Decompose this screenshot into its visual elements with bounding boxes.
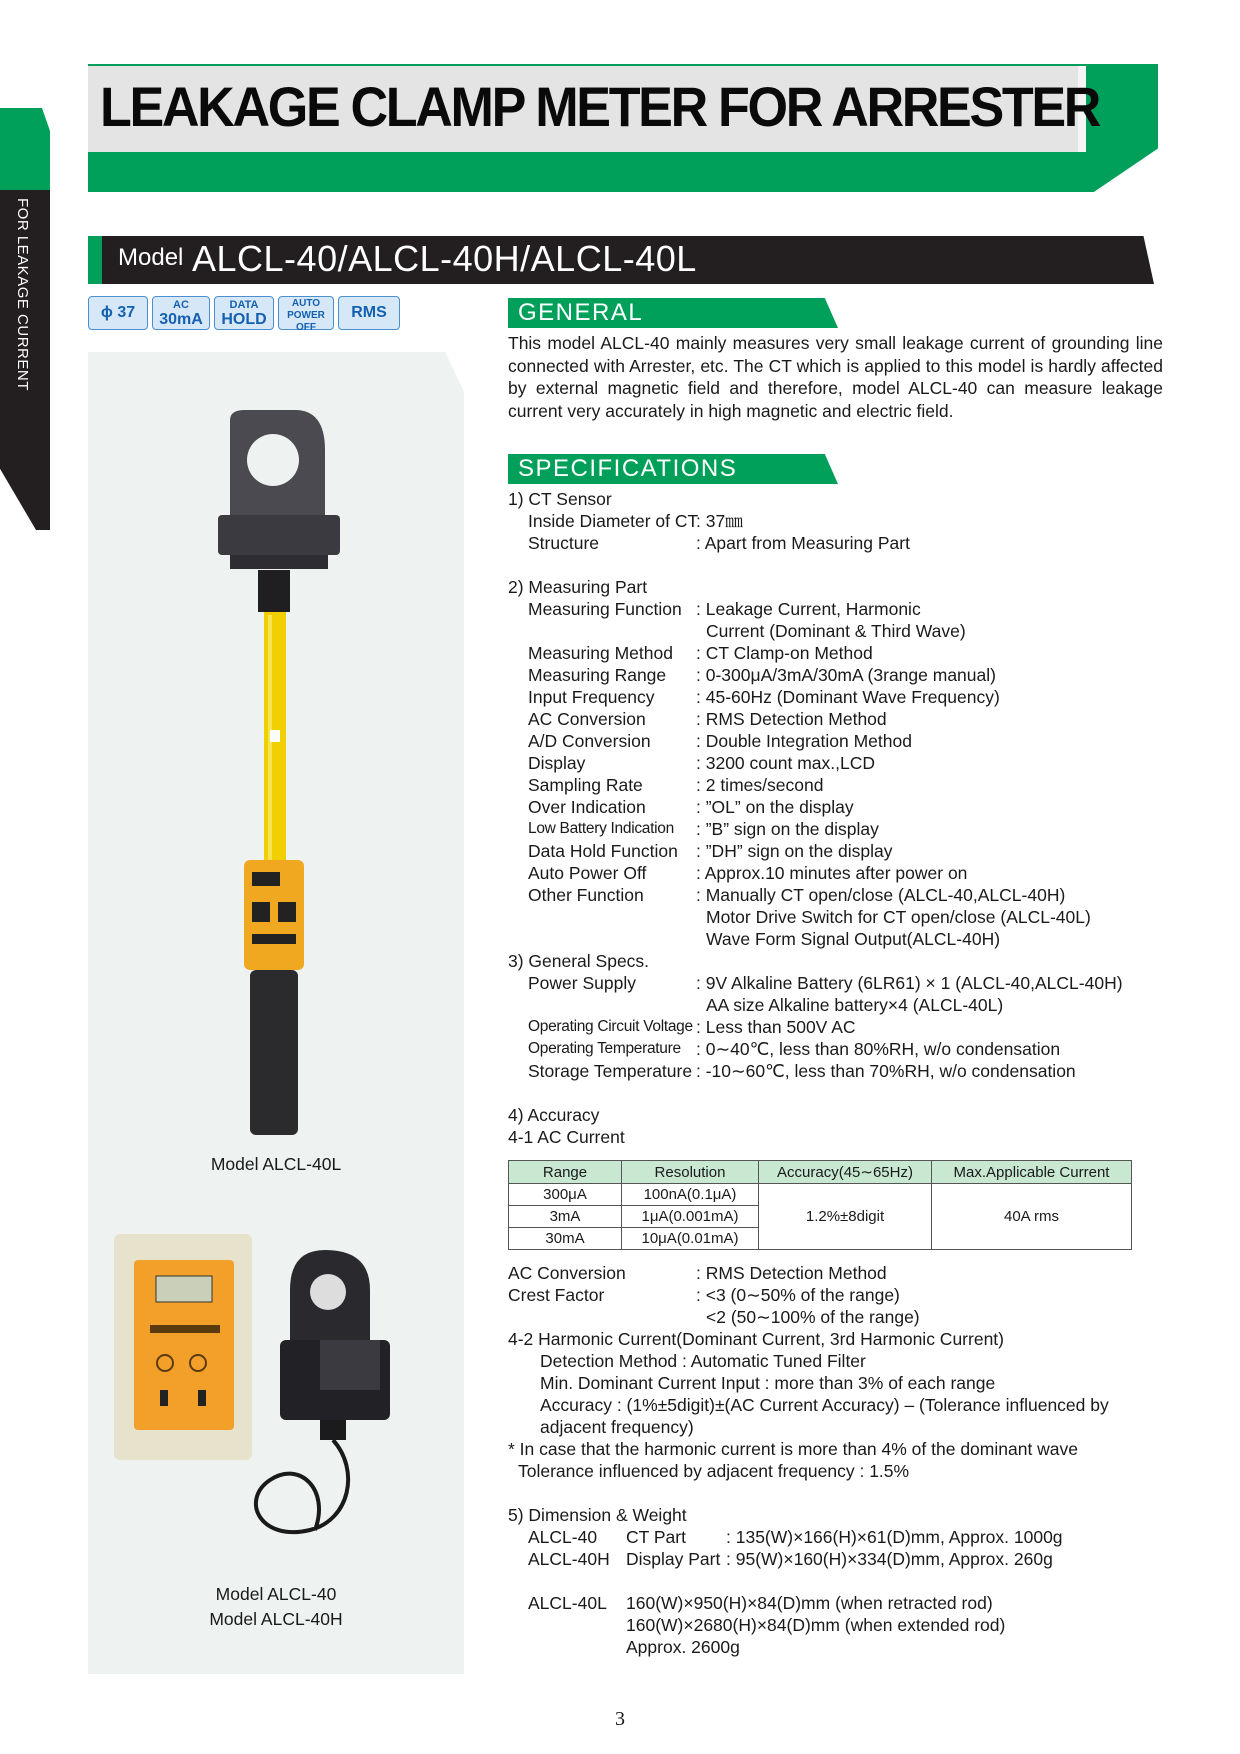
spec-key: Operating Circuit Voltage xyxy=(528,1018,693,1035)
spec-key: Measuring Method xyxy=(528,643,673,663)
table-cell-resolution: 10μA(0.01mA) xyxy=(622,1228,759,1250)
spec-key: Display xyxy=(528,753,586,773)
dim-part: Display Part xyxy=(626,1549,721,1569)
spec-key: AC Conversion xyxy=(508,1263,626,1283)
table-row xyxy=(509,1184,1132,1206)
dim-value: Approx. 2600g xyxy=(626,1637,740,1657)
spec-value: : Leakage Current, Harmonic xyxy=(696,599,921,619)
spec-subsection-ac-current: 4-1 AC Current xyxy=(508,1127,625,1147)
badge-ac-30ma: AC 30mA xyxy=(152,296,210,330)
spec-key: Other Function xyxy=(528,885,644,905)
spec-value: : 2 times/second xyxy=(696,775,824,795)
dim-value: 160(W)×950(H)×84(D)mm (when retracted rod) xyxy=(626,1593,993,1613)
spec-value: : ”DH” sign on the display xyxy=(696,841,893,861)
caption-alcl-40h: Model ALCL-40H xyxy=(209,1609,343,1629)
spec-value: : 45-60Hz (Dominant Wave Frequency) xyxy=(696,687,1000,707)
spec-line: adjacent frequency) xyxy=(540,1417,694,1437)
spec-value: : RMS Detection Method xyxy=(696,1263,887,1283)
spec-key: Sampling Rate xyxy=(528,775,643,795)
spec-section-dimension: 5) Dimension & Weight xyxy=(508,1505,687,1525)
badge-diameter: ϕ 37 xyxy=(88,296,148,330)
spec-value: : ”B” sign on the display xyxy=(696,819,879,839)
spec-value: AA size Alkaline battery×4 (ALCL-40L) xyxy=(706,995,1004,1015)
spec-key: Measuring Function xyxy=(528,599,682,619)
dim-model: ALCL-40H xyxy=(528,1549,610,1569)
side-tab-label: FOR LEAKAGE CURRENT xyxy=(14,198,31,391)
spec-section-ct-sensor: 1) CT Sensor xyxy=(508,489,612,509)
spec-value: : 9V Alkaline Battery (6LR61) × 1 (ALCL-40,ALCL-40H) xyxy=(696,973,1123,993)
badge-data-hold: DATA HOLD xyxy=(214,296,274,330)
table-header: Resolution xyxy=(622,1161,759,1184)
spec-key: Operating Temperature xyxy=(528,1040,681,1057)
dim-value: : 135(W)×166(H)×61(D)mm, Approx. 1000g xyxy=(726,1527,1063,1547)
spec-note: Tolerance influenced by adjacent frequency : 1.5% xyxy=(518,1461,910,1481)
spec-value: : 3200 count max.,LCD xyxy=(696,753,875,773)
spec-value: : <3 (0∼50% of the range) xyxy=(696,1285,900,1305)
spec-value: Motor Drive Switch for CT open/close (ALCL-40L) xyxy=(706,907,1091,927)
spec-key: Storage Temperature xyxy=(528,1061,693,1081)
badge-auto-power-off: AUTO POWER OFF xyxy=(278,296,334,330)
spec-value: : Approx.10 minutes after power on xyxy=(696,863,968,883)
spec-note: * In case that the harmonic current is more than 4% of the dominant wave xyxy=(508,1439,1079,1459)
side-tab-accent xyxy=(0,108,50,190)
dim-model: ALCL-40L xyxy=(528,1593,607,1613)
caption-alcl-40: Model ALCL-40 xyxy=(215,1584,337,1604)
product-photo-alcl-40 xyxy=(110,1230,450,1590)
spec-value: : RMS Detection Method xyxy=(696,709,887,729)
spec-key: Data Hold Function xyxy=(528,841,678,861)
spec-value: : 37㎜ xyxy=(696,511,743,531)
spec-section-accuracy: 4) Accuracy xyxy=(508,1105,600,1125)
spec-value: : -10∼60℃, less than 70%RH, w/o condensation xyxy=(696,1061,1076,1081)
spec-value: : Manually CT open/close (ALCL-40,ALCL-40H) xyxy=(696,885,1066,905)
model-names: ALCL-40/ALCL-40H/ALCL-40L xyxy=(192,238,697,279)
product-photo-alcl-40l xyxy=(200,410,360,1140)
model-band-accent xyxy=(88,236,102,284)
spec-value: : ”OL” on the display xyxy=(696,797,854,817)
spec-line: Detection Method : Automatic Tuned Filter xyxy=(540,1351,866,1371)
spec-line: Accuracy : (1%±5digit)±(AC Current Accuracy) – (Tolerance influenced by xyxy=(540,1395,1109,1415)
model-label: Model xyxy=(118,244,184,271)
specs-heading: SPECIFICATIONS xyxy=(518,455,738,482)
spec-key: Measuring Range xyxy=(528,665,667,685)
dim-value: : 95(W)×160(H)×334(D)mm, Approx. 260g xyxy=(726,1549,1053,1569)
spec-key: Power Supply xyxy=(528,973,636,993)
spec-value: : Double Integration Method xyxy=(696,731,912,751)
spec-value: <2 (50∼100% of the range) xyxy=(706,1307,920,1327)
spec-key: Input Frequency xyxy=(528,687,655,707)
spec-value: Wave Form Signal Output(ALCL-40H) xyxy=(706,929,1001,949)
spec-key: Over Indication xyxy=(528,797,646,817)
spec-value: : Less than 500V AC xyxy=(696,1017,856,1037)
dim-part: CT Part xyxy=(626,1527,686,1547)
table-cell-range: 3mA xyxy=(509,1206,622,1228)
dim-value: 160(W)×2680(H)×84(D)mm (when extended rod) xyxy=(626,1615,1006,1635)
spec-key: Inside Diameter of CT xyxy=(528,511,699,531)
spec-value: : 0∼40℃, less than 80%RH, w/o condensation xyxy=(696,1039,1061,1059)
table-cell-range: 30mA xyxy=(509,1228,622,1250)
table-cell-max-current: 40A rms xyxy=(932,1184,1132,1250)
page-title: LEAKAGE CLAMP METER FOR ARRESTER xyxy=(100,75,1100,138)
spec-section-measuring-part: 2) Measuring Part xyxy=(508,577,648,597)
spec-key: Low Battery Indication xyxy=(528,820,674,837)
table-header: Range xyxy=(509,1161,622,1184)
table-cell-accuracy: 1.2%±8digit xyxy=(759,1184,932,1250)
spec-key: Crest Factor xyxy=(508,1285,605,1305)
spec-subsection-harmonic: 4-2 Harmonic Current(Dominant Current, 3rd Harmonic Current) xyxy=(508,1329,1004,1349)
page-number: 3 xyxy=(615,1708,625,1730)
spec-value: : CT Clamp-on Method xyxy=(696,643,873,663)
table-cell-resolution: 100nA(0.1μA) xyxy=(622,1184,759,1206)
spec-value: Current (Dominant & Third Wave) xyxy=(706,621,966,641)
general-text: This model ALCL-40 mainly measures very small leakage current of grounding line connected with Arrester, etc. The CT which is applied to this model is hardly affected by external magnetic field and therefore, model ALCL-40 can measure leakage current very accurately in high magnetic and electric field. xyxy=(508,333,1163,421)
accuracy-table xyxy=(508,1160,1132,1250)
spec-value: : 0-300μA/3mA/30mA (3range manual) xyxy=(696,665,996,685)
spec-section-general-specs: 3) General Specs. xyxy=(508,951,650,971)
spec-key: Auto Power Off xyxy=(528,863,647,883)
general-heading: GENERAL xyxy=(518,299,644,326)
spec-key: Structure xyxy=(528,533,599,553)
badge-rms: RMS xyxy=(338,296,400,330)
table-cell-resolution: 1μA(0.001mA) xyxy=(622,1206,759,1228)
table-header: Accuracy(45∼65Hz) xyxy=(759,1161,932,1184)
dim-model: ALCL-40 xyxy=(528,1527,598,1547)
table-header-row xyxy=(509,1161,1132,1184)
spec-key: AC Conversion xyxy=(528,709,646,729)
spec-value: : Apart from Measuring Part xyxy=(696,533,910,553)
table-cell-range: 300μA xyxy=(509,1184,622,1206)
spec-line: Min. Dominant Current Input : more than 3% of each range xyxy=(540,1373,996,1393)
spec-key: A/D Conversion xyxy=(528,731,651,751)
table-header: Max.Applicable Current xyxy=(932,1161,1132,1184)
caption-alcl-40l: Model ALCL-40L xyxy=(210,1154,342,1174)
